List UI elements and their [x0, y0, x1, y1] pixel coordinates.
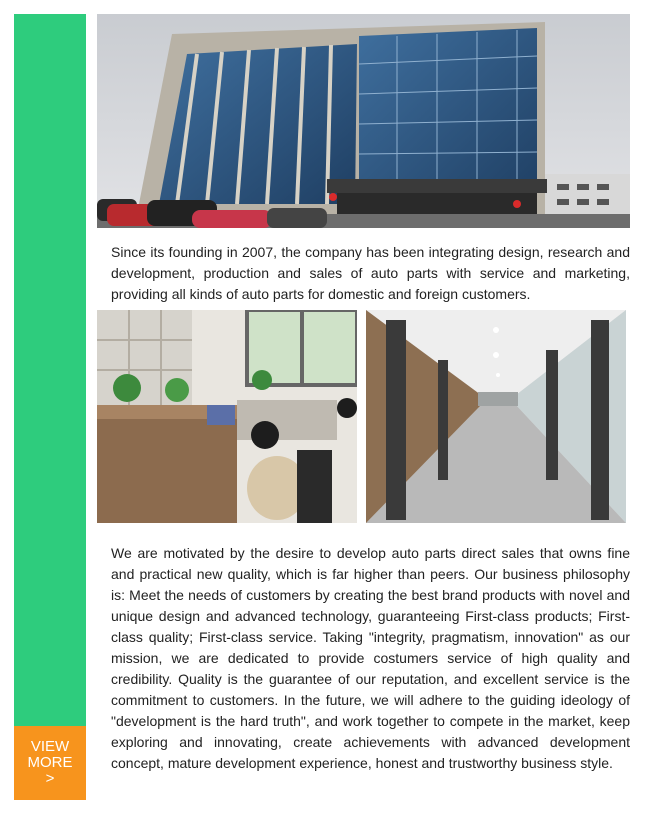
intro-paragraph: Since its founding in 2007, the company has been integrating design, research and development, production and sales of auto parts with service and marketing, providing all kinds of auto parts for domestic and foreign customers.: [111, 244, 630, 302]
view-more-line2: MORE: [27, 754, 73, 771]
corridor-photo: [366, 310, 626, 523]
building-photo: [97, 14, 630, 228]
view-more-arrow: >: [45, 770, 55, 787]
body-paragraph: We are motivated by the desire to develop auto parts direct sales that owns fine and practical new quality, which is far higher than peers. Our business philosophy is: Meet the needs of customers by creating the best brand products with novel and unique design and advanced technology, guaranteeing First-class products; First-class quality; First-class service. Taking "integrity, pragmatism, innovation" as our mission, we are dedicated to provide costumers service of high quality and credibility. Quality is the guarantee of our reputation, and excellent service is the commitment to customers. In the future, we will adhere to the guiding ideology of "development is the hard truth", and work together to compete in the market, keep exploring and innovating, create achievements with advanced development concept, mature development experience, honest and trustworthy business style.: [111, 545, 630, 771]
sidebar-accent-bar: [14, 14, 86, 726]
office-photo: [97, 310, 357, 523]
view-more-button[interactable]: [14, 726, 86, 800]
view-more-line1: VIEW: [30, 738, 70, 755]
